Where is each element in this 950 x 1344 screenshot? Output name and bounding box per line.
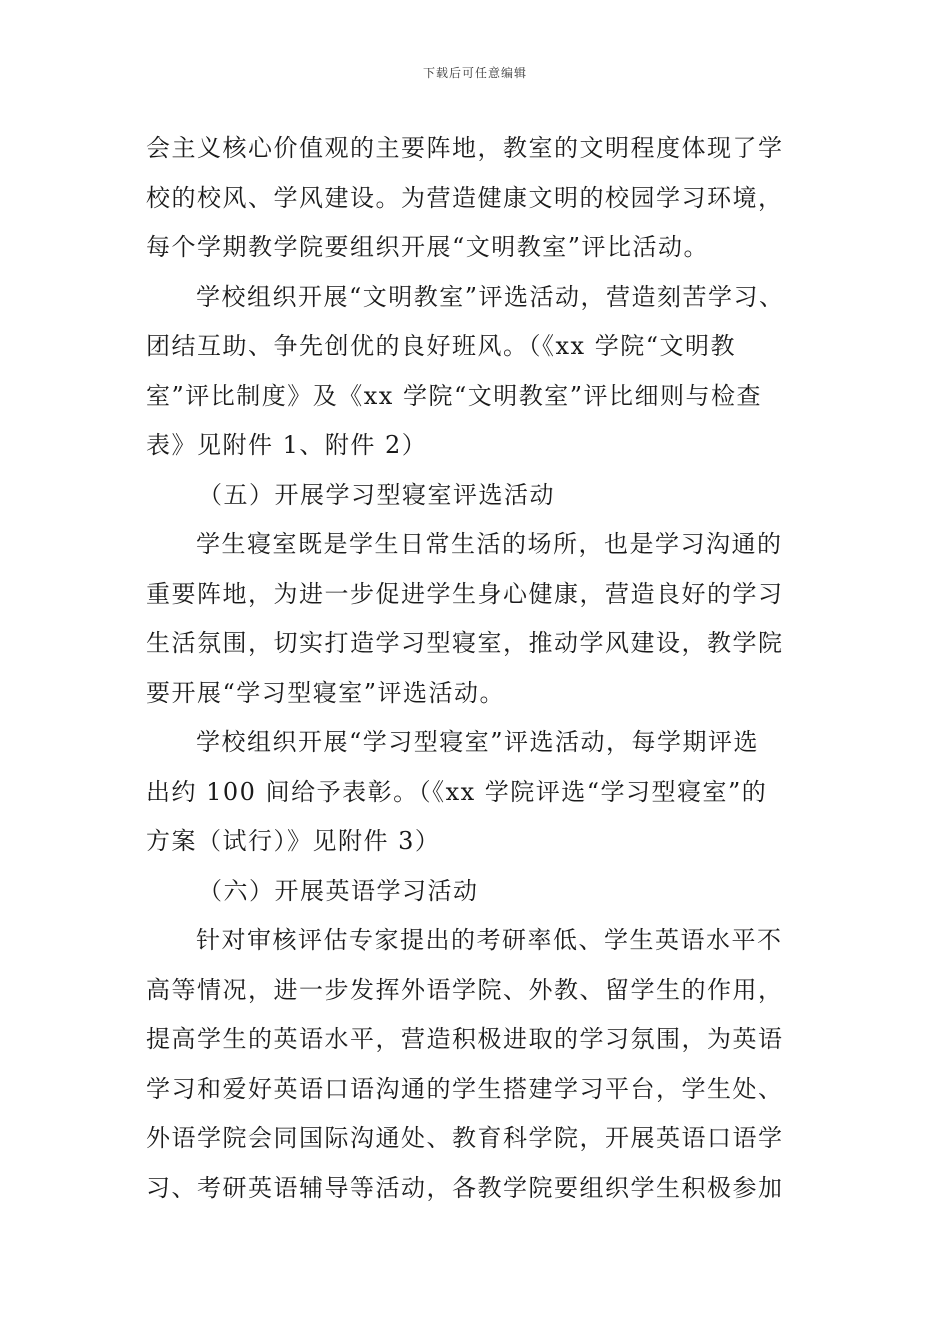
section-heading: （六）开展英语学习活动	[198, 876, 479, 905]
body-line: 高等情况，进一步发挥外语学院、外教、留学生的作用，	[146, 975, 784, 1004]
body-line: 生活氛围，切实打造学习型寝室，推动学风建设，教学院	[146, 629, 784, 657]
body-line: 出约 100 间给予表彰。（《xx 学院评选“学习型寝室”的	[146, 777, 768, 806]
body-line: 表》见附件 1、附件 2）	[146, 431, 428, 459]
page-header: 下载后可任意编辑	[422, 66, 527, 80]
paragraph-first-line: 针对审核评估专家提出的考研率低、学生英语水平不	[196, 926, 783, 954]
body-line: 学习和爱好英语口语沟通的学生搭建学习平台，学生处、	[146, 1074, 784, 1103]
body-line: 习、考研英语辅导等活动，各教学院要组织学生积极参加	[146, 1173, 784, 1202]
body-line: 团结互助、争先创优的良好班风。（《xx 学院“文明教	[146, 332, 736, 360]
body-line: 每个学期教学院要组织开展“文明教室”评比活动。	[146, 233, 710, 261]
body-line: 室”评比制度》及《xx 学院“文明教室”评比细则与检查	[146, 381, 763, 410]
body-line: 会主义核心价值观的主要阵地，教室的文明程度体现了学	[146, 134, 784, 162]
body-line: 要开展“学习型寝室”评选活动。	[146, 678, 506, 707]
body-line: 提高学生的英语水平，营造积极进取的学习氛围，为英语	[146, 1025, 784, 1053]
paragraph-first-line: 学生寝室既是学生日常生活的场所，也是学习沟通的	[196, 530, 783, 558]
section-heading: （五）开展学习型寝室评选活动	[198, 480, 555, 509]
body-line: 校的校风、学风建设。为营造健康文明的校园学习环境，	[146, 183, 784, 212]
body-line: 方案（试行）》见附件 3）	[146, 827, 441, 855]
paragraph-first-line: 学校组织开展“文明教室”评选活动，营造刻苦学习、	[196, 282, 785, 311]
body-line: 外语学院会同国际沟通处、教育科学院，开展英语口语学	[146, 1124, 784, 1152]
document-body	[146, 124, 826, 1213]
paragraph-first-line: 学校组织开展“学习型寝室”评选活动，每学期评选	[196, 728, 760, 756]
body-line: 重要阵地，为进一步促进学生身心健康，营造良好的学习	[146, 579, 784, 608]
